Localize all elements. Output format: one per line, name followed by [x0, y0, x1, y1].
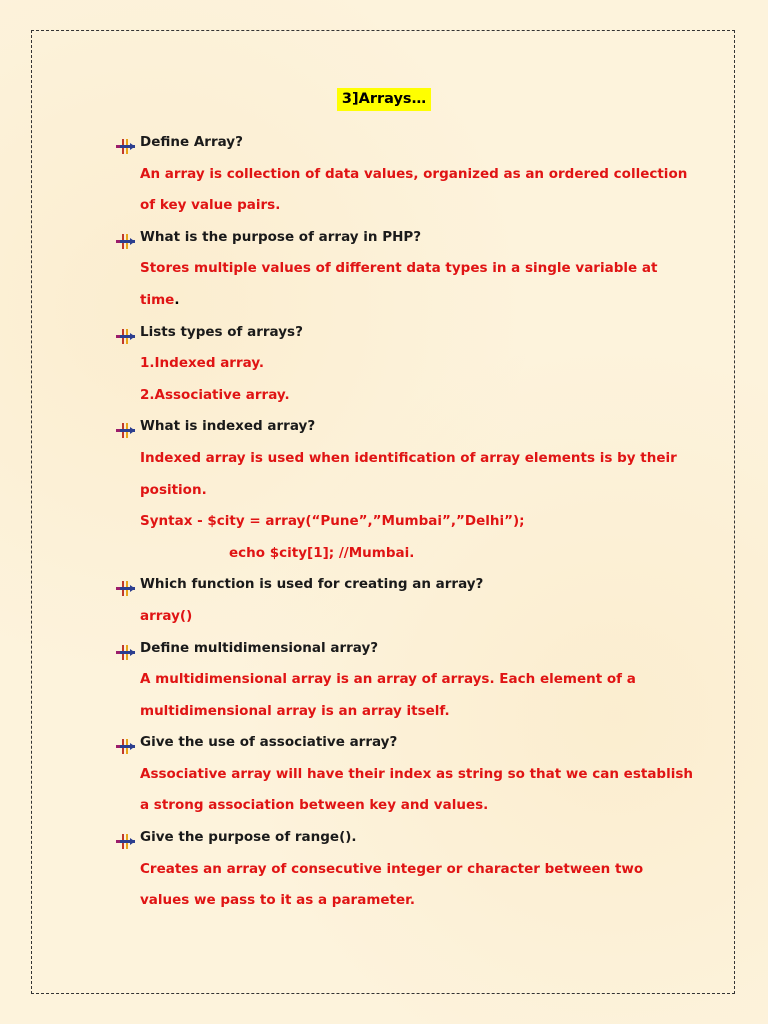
arrow-bullet-icon [116, 230, 135, 245]
question-row [0, 127, 768, 159]
answer-text: multidimensional array is an array itself. [140, 702, 450, 719]
answer-text: Stores multiple values of different data types in a single variable at [140, 260, 658, 277]
arrow-bullet-icon [116, 830, 135, 845]
answer-row [0, 601, 768, 633]
question-row [0, 569, 768, 601]
question-row [0, 222, 768, 254]
question-text: Give the use of associative array? [140, 734, 398, 751]
answer-text: Creates an array of consecutive integer or character between two [140, 860, 644, 877]
question-text: Which function is used for creating an array? [140, 576, 484, 593]
page-title: 3]Arrays… [337, 88, 431, 111]
answer-row [0, 854, 768, 886]
answer-text: of key value pairs. [140, 197, 281, 214]
answer-text: Syntax - $city = array(“Pune”,”Mumbai”,”Delhi”); [140, 513, 525, 530]
answer-text: values we pass to it as a parameter. [140, 892, 416, 909]
answer-text: echo $city[1]; //Mumbai. [229, 544, 415, 561]
arrow-bullet-icon [116, 325, 135, 340]
arrow-bullet-icon [116, 135, 135, 150]
answer-text: time [140, 291, 175, 308]
answer-row [0, 790, 768, 822]
answer-row [0, 285, 768, 317]
title-wrap [0, 88, 768, 111]
answer-text: Indexed array is used when identification of array elements is by their [140, 449, 677, 466]
qa-list [0, 127, 768, 917]
question-row [0, 411, 768, 443]
answer-row [0, 443, 768, 475]
answer-text: a strong association between key and values. [140, 797, 489, 814]
question-row [0, 317, 768, 349]
question-row [0, 633, 768, 665]
answer-row [0, 159, 768, 191]
answer-suffix: . [174, 291, 180, 308]
arrow-bullet-icon [116, 735, 135, 750]
question-text: Define multidimensional array? [140, 639, 379, 656]
answer-text: 1.Indexed array. [140, 355, 265, 372]
answer-row [0, 380, 768, 412]
question-text: What is indexed array? [140, 418, 316, 435]
answer-row [0, 885, 768, 917]
answer-row [0, 475, 768, 507]
arrow-bullet-icon [116, 577, 135, 592]
question-text: Lists types of arrays? [140, 323, 303, 340]
answer-row [0, 190, 768, 222]
question-row [0, 822, 768, 854]
answer-row [0, 506, 768, 538]
answer-text: Associative array will have their index as string so that we can establish [140, 765, 693, 782]
answer-text: 2.Associative array. [140, 386, 290, 403]
arrow-bullet-icon [116, 419, 135, 434]
answer-text: A multidimensional array is an array of arrays. Each element of a [140, 671, 636, 688]
answer-text: array() [140, 607, 193, 624]
answer-text: An array is collection of data values, organized as an ordered collection [140, 165, 688, 182]
answer-row [0, 348, 768, 380]
answer-row [0, 538, 768, 570]
arrow-bullet-icon [116, 641, 135, 656]
answer-row [0, 759, 768, 791]
answer-text: position. [140, 481, 207, 498]
answer-row [0, 253, 768, 285]
question-text: Give the purpose of range(). [140, 829, 357, 846]
question-text: What is the purpose of array in PHP? [140, 228, 422, 245]
answer-row [0, 696, 768, 728]
question-row [0, 727, 768, 759]
question-text: Define Array? [140, 134, 243, 150]
answer-row [0, 664, 768, 696]
